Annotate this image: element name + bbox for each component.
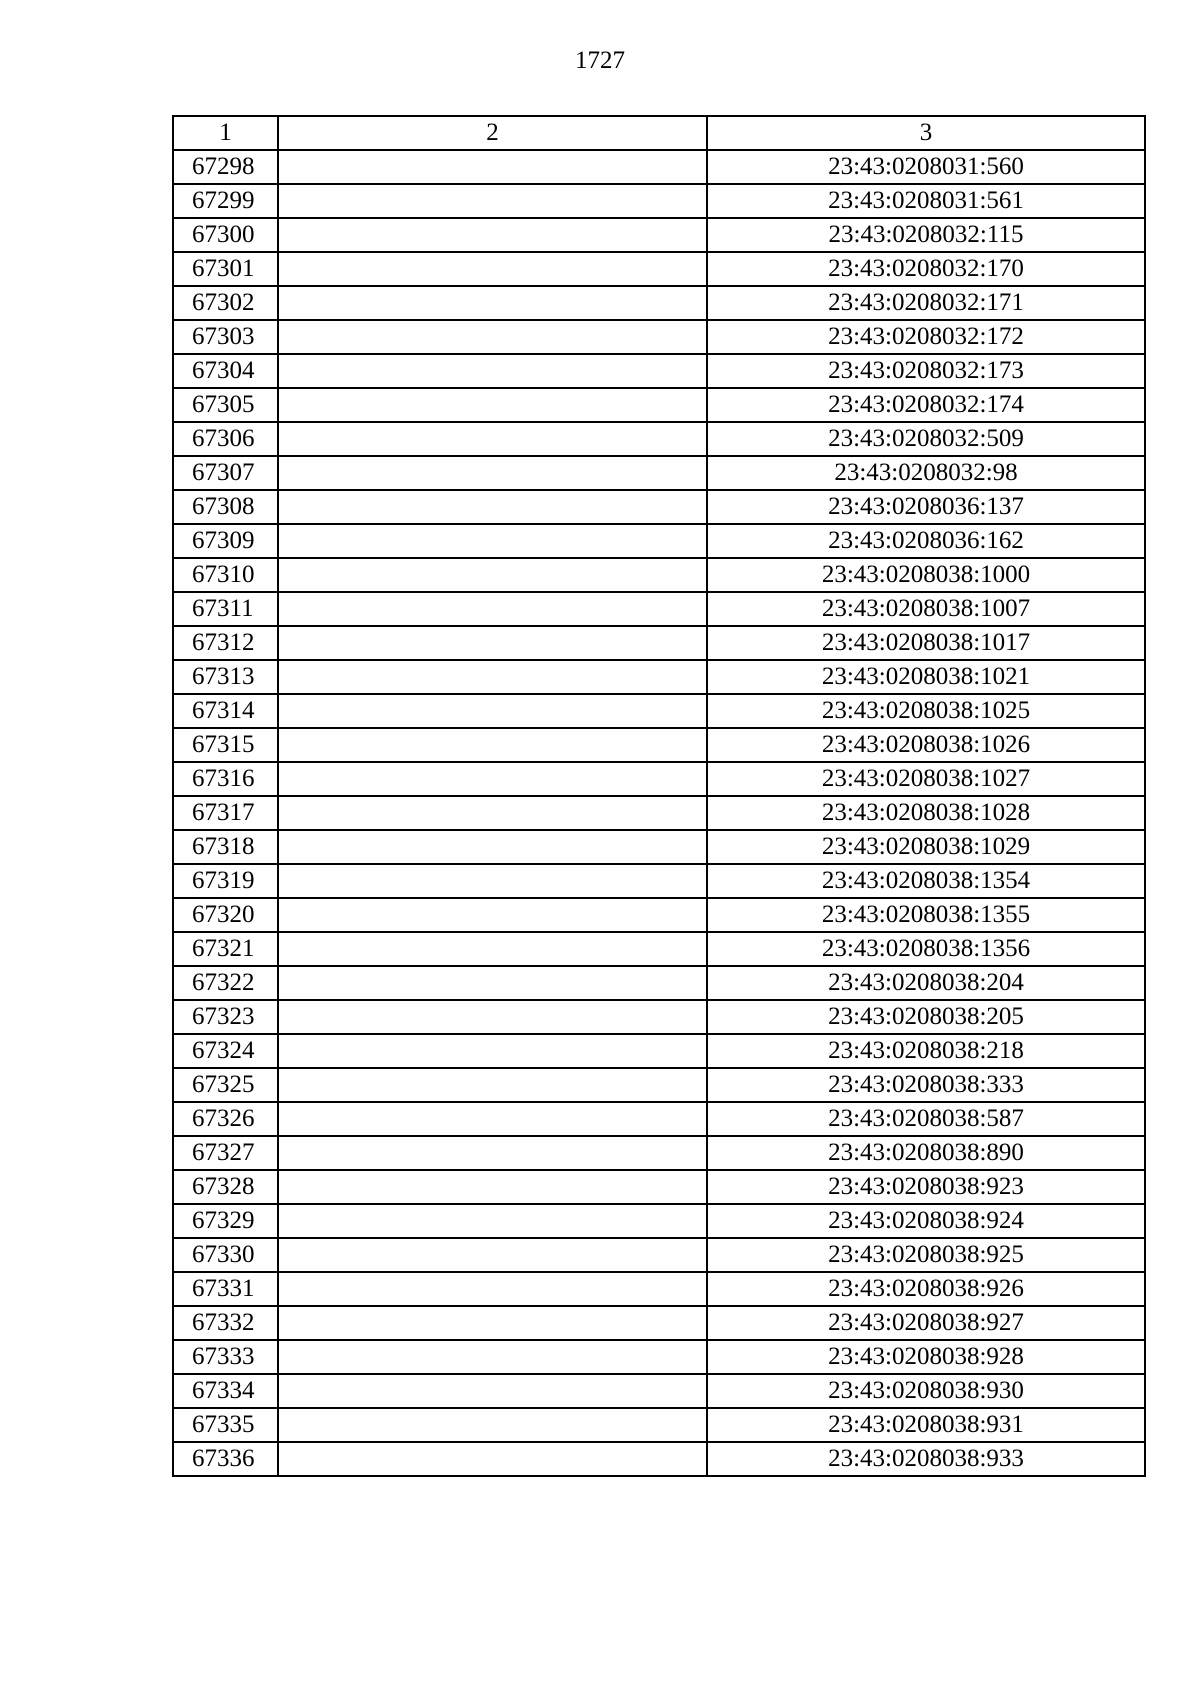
- cadastral-number-cell: 23:43:0208032:173: [707, 354, 1145, 388]
- row-number-cell: 67303: [173, 320, 278, 354]
- cadastral-number-cell: 23:43:0208036:137: [707, 490, 1145, 524]
- cadastral-number-cell: 23:43:0208038:218: [707, 1034, 1145, 1068]
- row-number-cell: 67310: [173, 558, 278, 592]
- cadastral-number-cell: 23:43:0208038:927: [707, 1306, 1145, 1340]
- cadastral-number-cell: 23:43:0208032:509: [707, 422, 1145, 456]
- row-name-cell: [278, 1306, 707, 1340]
- table-row: [173, 932, 1145, 966]
- cadastral-number-cell: 23:43:0208038:333: [707, 1068, 1145, 1102]
- table-row: [173, 966, 1145, 1000]
- row-number-cell: 67319: [173, 864, 278, 898]
- cadastral-number-cell: 23:43:0208038:1028: [707, 796, 1145, 830]
- cadastral-number-cell: 23:43:0208038:1355: [707, 898, 1145, 932]
- cadastral-number-cell: 23:43:0208031:560: [707, 150, 1145, 184]
- row-name-cell: [278, 456, 707, 490]
- cadastral-number-cell: 23:43:0208038:204: [707, 966, 1145, 1000]
- row-number-cell: 67324: [173, 1034, 278, 1068]
- table-row: [173, 864, 1145, 898]
- row-number-cell: 67327: [173, 1136, 278, 1170]
- row-number-cell: 67314: [173, 694, 278, 728]
- row-number-cell: 67316: [173, 762, 278, 796]
- row-number-cell: 67329: [173, 1204, 278, 1238]
- table-row: [173, 1408, 1145, 1442]
- row-number-cell: 67312: [173, 626, 278, 660]
- row-number-cell: 67305: [173, 388, 278, 422]
- cadastral-number-cell: 23:43:0208032:170: [707, 252, 1145, 286]
- table-row: [173, 1374, 1145, 1408]
- cadastral-number-cell: 23:43:0208032:172: [707, 320, 1145, 354]
- table-row: [173, 592, 1145, 626]
- table-row: [173, 660, 1145, 694]
- row-name-cell: [278, 320, 707, 354]
- row-name-cell: [278, 422, 707, 456]
- row-number-cell: 67332: [173, 1306, 278, 1340]
- row-name-cell: [278, 524, 707, 558]
- row-number-cell: 67326: [173, 1102, 278, 1136]
- table-row: [173, 524, 1145, 558]
- row-number-cell: 67315: [173, 728, 278, 762]
- row-number-cell: 67300: [173, 218, 278, 252]
- row-number-cell: 67298: [173, 150, 278, 184]
- row-name-cell: [278, 898, 707, 932]
- row-name-cell: [278, 1136, 707, 1170]
- row-number-cell: 67299: [173, 184, 278, 218]
- row-number-cell: 67328: [173, 1170, 278, 1204]
- table-row: [173, 150, 1145, 184]
- cadastral-number-cell: 23:43:0208038:925: [707, 1238, 1145, 1272]
- row-number-cell: 67318: [173, 830, 278, 864]
- row-number-cell: 67335: [173, 1408, 278, 1442]
- cadastral-number-cell: 23:43:0208038:924: [707, 1204, 1145, 1238]
- cadastral-number-cell: 23:43:0208031:561: [707, 184, 1145, 218]
- column-header-3: 3: [707, 116, 1145, 150]
- table-row: [173, 456, 1145, 490]
- row-name-cell: [278, 762, 707, 796]
- cadastral-number-cell: 23:43:0208032:174: [707, 388, 1145, 422]
- row-number-cell: 67320: [173, 898, 278, 932]
- row-name-cell: [278, 728, 707, 762]
- row-name-cell: [278, 150, 707, 184]
- table-row: [173, 218, 1145, 252]
- table-row: [173, 1034, 1145, 1068]
- cadastral-number-cell: 23:43:0208038:926: [707, 1272, 1145, 1306]
- row-name-cell: [278, 354, 707, 388]
- cadastral-number-cell: 23:43:0208038:890: [707, 1136, 1145, 1170]
- table-row: [173, 830, 1145, 864]
- column-header-1: 1: [173, 116, 278, 150]
- row-number-cell: 67311: [173, 592, 278, 626]
- table-row: [173, 286, 1145, 320]
- cadastral-number-cell: 23:43:0208032:98: [707, 456, 1145, 490]
- table-row: [173, 728, 1145, 762]
- row-name-cell: [278, 1204, 707, 1238]
- row-number-cell: 67325: [173, 1068, 278, 1102]
- cadastral-number-cell: 23:43:0208038:923: [707, 1170, 1145, 1204]
- table-row: [173, 1272, 1145, 1306]
- table-row: [173, 1102, 1145, 1136]
- row-name-cell: [278, 388, 707, 422]
- cadastral-number-cell: 23:43:0208038:1354: [707, 864, 1145, 898]
- row-name-cell: [278, 626, 707, 660]
- row-name-cell: [278, 1238, 707, 1272]
- row-name-cell: [278, 252, 707, 286]
- row-name-cell: [278, 864, 707, 898]
- table-row: [173, 1068, 1145, 1102]
- row-name-cell: [278, 796, 707, 830]
- row-name-cell: [278, 1170, 707, 1204]
- table-row: [173, 1442, 1145, 1476]
- cadastral-number-cell: 23:43:0208038:1000: [707, 558, 1145, 592]
- row-number-cell: 67301: [173, 252, 278, 286]
- table-row: [173, 354, 1145, 388]
- table-row: [173, 1340, 1145, 1374]
- row-name-cell: [278, 1068, 707, 1102]
- row-number-cell: 67336: [173, 1442, 278, 1476]
- table-row: [173, 626, 1145, 660]
- row-name-cell: [278, 558, 707, 592]
- row-name-cell: [278, 1000, 707, 1034]
- row-number-cell: 67302: [173, 286, 278, 320]
- row-name-cell: [278, 218, 707, 252]
- table-row: [173, 1000, 1145, 1034]
- row-number-cell: 67334: [173, 1374, 278, 1408]
- cadastral-number-cell: 23:43:0208036:162: [707, 524, 1145, 558]
- row-number-cell: 67308: [173, 490, 278, 524]
- cadastral-number-cell: 23:43:0208038:1025: [707, 694, 1145, 728]
- row-number-cell: 67331: [173, 1272, 278, 1306]
- row-name-cell: [278, 1034, 707, 1068]
- table-row: [173, 558, 1145, 592]
- table-row: [173, 796, 1145, 830]
- row-name-cell: [278, 932, 707, 966]
- table-row: [173, 898, 1145, 932]
- row-number-cell: 67330: [173, 1238, 278, 1272]
- row-name-cell: [278, 660, 707, 694]
- row-name-cell: [278, 1374, 707, 1408]
- table-row: [173, 388, 1145, 422]
- cadastral-number-cell: 23:43:0208038:1017: [707, 626, 1145, 660]
- page-number: 1727: [575, 47, 625, 74]
- table-row: [173, 1306, 1145, 1340]
- row-name-cell: [278, 830, 707, 864]
- cadastral-number-cell: 23:43:0208038:931: [707, 1408, 1145, 1442]
- table-row: [173, 252, 1145, 286]
- row-name-cell: [278, 694, 707, 728]
- row-name-cell: [278, 1102, 707, 1136]
- row-number-cell: 67309: [173, 524, 278, 558]
- row-name-cell: [278, 592, 707, 626]
- table-row: [173, 1238, 1145, 1272]
- registry-table: [172, 115, 1146, 1477]
- cadastral-number-cell: 23:43:0208038:1007: [707, 592, 1145, 626]
- row-number-cell: 67321: [173, 932, 278, 966]
- row-name-cell: [278, 966, 707, 1000]
- table-row: [173, 184, 1145, 218]
- cadastral-number-cell: 23:43:0208038:205: [707, 1000, 1145, 1034]
- row-name-cell: [278, 286, 707, 320]
- cadastral-number-cell: 23:43:0208032:115: [707, 218, 1145, 252]
- row-number-cell: 67313: [173, 660, 278, 694]
- table-row: [173, 490, 1145, 524]
- table-body: [173, 150, 1145, 1476]
- row-name-cell: [278, 490, 707, 524]
- table-row: [173, 1204, 1145, 1238]
- row-number-cell: 67323: [173, 1000, 278, 1034]
- row-name-cell: [278, 1408, 707, 1442]
- cadastral-number-cell: 23:43:0208032:171: [707, 286, 1145, 320]
- row-number-cell: 67307: [173, 456, 278, 490]
- row-name-cell: [278, 1272, 707, 1306]
- column-header-2: 2: [278, 116, 707, 150]
- table-row: [173, 762, 1145, 796]
- cadastral-number-cell: 23:43:0208038:1356: [707, 932, 1145, 966]
- row-number-cell: 67304: [173, 354, 278, 388]
- row-number-cell: 67306: [173, 422, 278, 456]
- row-number-cell: 67322: [173, 966, 278, 1000]
- table-row: [173, 1136, 1145, 1170]
- cadastral-number-cell: 23:43:0208038:1026: [707, 728, 1145, 762]
- row-number-cell: 67333: [173, 1340, 278, 1374]
- table-row: [173, 422, 1145, 456]
- cadastral-number-cell: 23:43:0208038:933: [707, 1442, 1145, 1476]
- cadastral-number-cell: 23:43:0208038:1021: [707, 660, 1145, 694]
- row-name-cell: [278, 184, 707, 218]
- cadastral-number-cell: 23:43:0208038:587: [707, 1102, 1145, 1136]
- cadastral-number-cell: 23:43:0208038:928: [707, 1340, 1145, 1374]
- cadastral-number-cell: 23:43:0208038:1027: [707, 762, 1145, 796]
- cadastral-number-cell: 23:43:0208038:930: [707, 1374, 1145, 1408]
- table-header: [173, 116, 1145, 150]
- table-row: [173, 694, 1145, 728]
- row-name-cell: [278, 1442, 707, 1476]
- table-row: [173, 1170, 1145, 1204]
- row-number-cell: 67317: [173, 796, 278, 830]
- table-row: [173, 320, 1145, 354]
- header-row: [173, 116, 1145, 150]
- cadastral-number-cell: 23:43:0208038:1029: [707, 830, 1145, 864]
- row-name-cell: [278, 1340, 707, 1374]
